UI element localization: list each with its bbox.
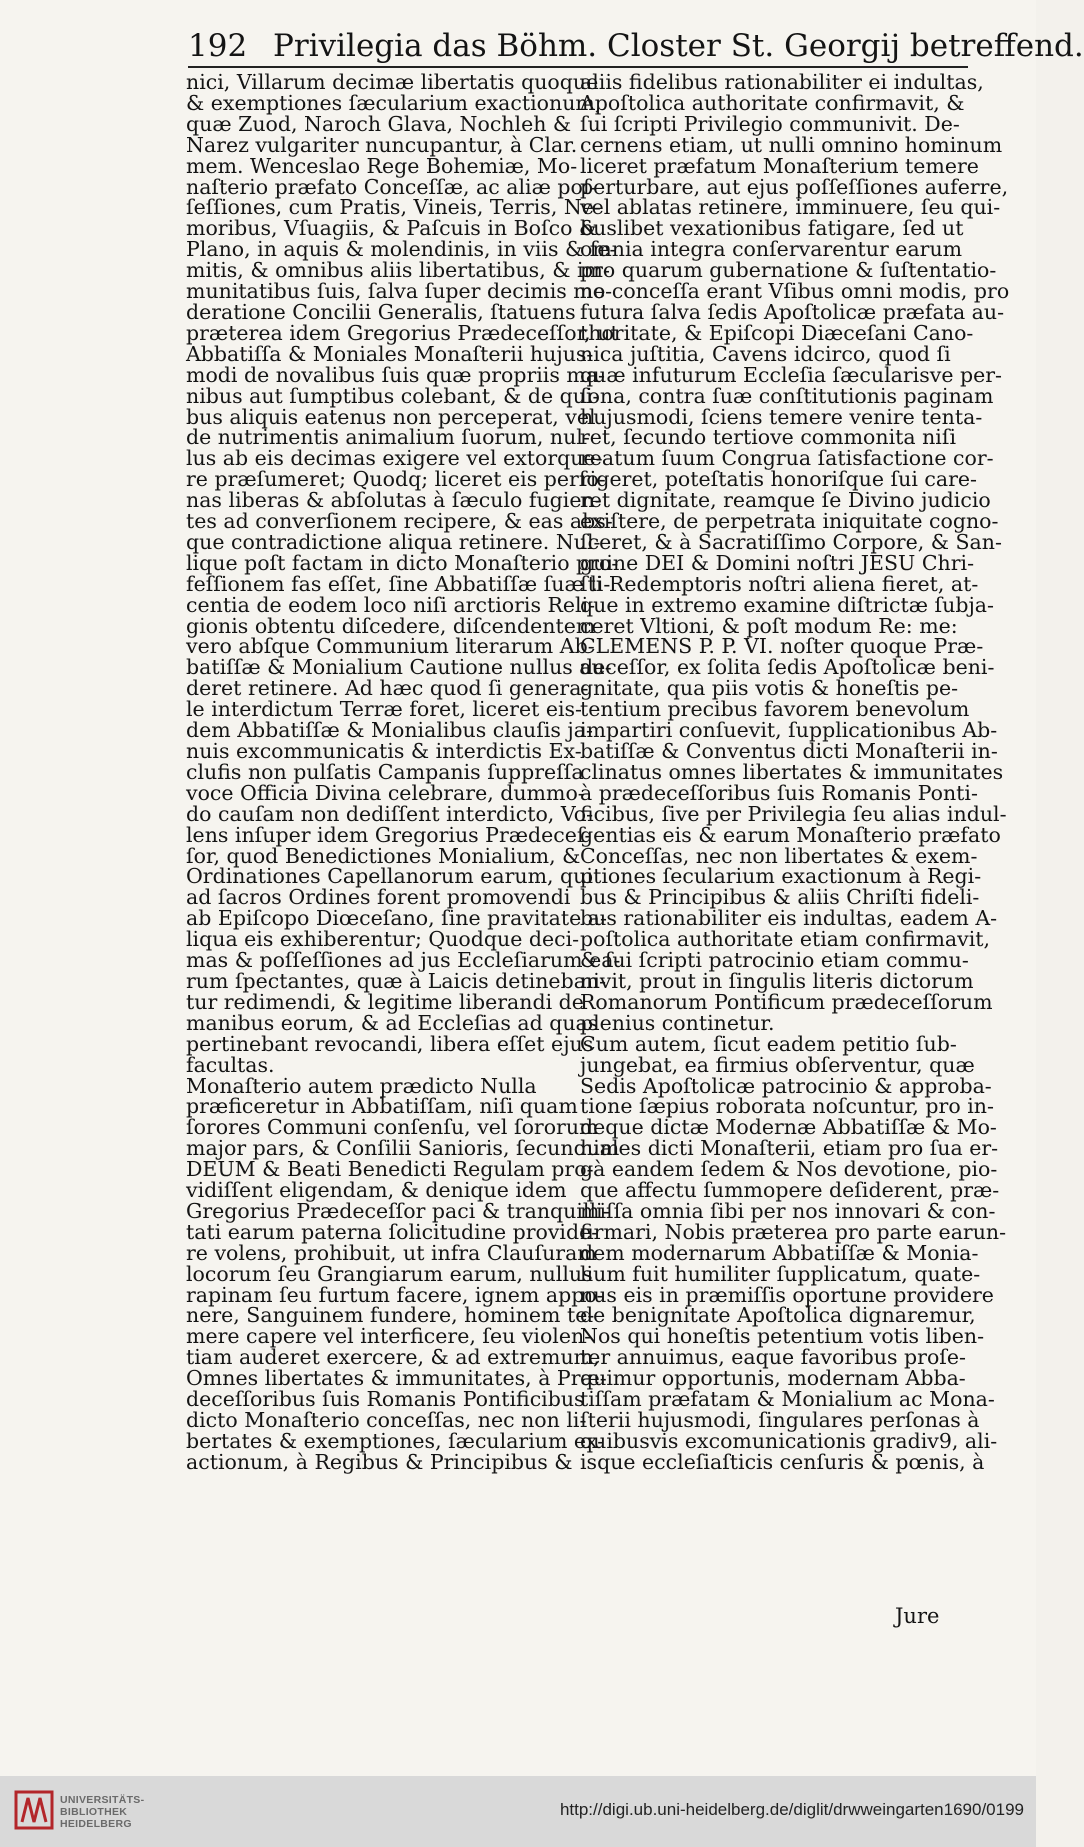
text-line: tiſſam præfatam & Monialium ac Mona- — [580, 1387, 995, 1412]
text-line: modi de novalibus ſuis quæ propriis ma- — [186, 362, 605, 387]
text-line: poſtolica authoritate etiam confirmavit, — [580, 927, 991, 952]
text-line: actionum, à Regibus & Principibus & — [186, 1449, 573, 1474]
text-line: Sedis Apoſtolicæ patrocinio & approba- — [580, 1073, 992, 1098]
text-line: deret retinere. Ad hæc quod ſi genera- — [186, 676, 589, 701]
text-line: Ordinationes Capellanorum earum, qui — [186, 864, 593, 889]
text-line: rum ſpectantes, quæ à Laicis detineban- — [186, 968, 607, 993]
text-line: que in extremo examine diſtrictæ ſubja- — [580, 592, 994, 617]
text-line: locorum ſeu Grangiarum earum, nullus — [186, 1261, 593, 1286]
text-line: ad ſacros Ordines forent promovendi — [186, 885, 571, 910]
text-line: Romanorum Pontificum prædeceſſorum — [580, 989, 993, 1014]
text-line: quæ Zuod, Naroch Glava, Nochleh & — [186, 111, 572, 136]
text-line: quæ infuturum Eccleſia ſæcularisve per- — [580, 362, 1002, 387]
text-line: à prædeceſſoribus ſuis Romanis Ponti- — [580, 780, 978, 805]
text-line: nibus aut ſumptibus colebant, & de qui- — [186, 383, 600, 408]
text-line: bertates & exemptiones, ſæcularium ex- — [186, 1428, 605, 1453]
text-line: ſona, contra ſuæ conſtitutionis paginam — [580, 383, 994, 408]
text-line: hujusmodi, ſciens temere venire tenta- — [580, 404, 983, 429]
text-line: præficeretur in Abbatiſſam, niſi quam — [186, 1094, 578, 1119]
text-line: gentias eis & earum Monaſterio præfato — [580, 822, 1001, 847]
text-line: firmari, Nobis præterea pro parte earun- — [580, 1219, 1007, 1244]
text-line: lique poſt factam in dicto Monaſterio pro- — [186, 550, 619, 575]
text-line: manibus eorum, & ad Eccleſias ad quas — [186, 1010, 599, 1035]
text-line: guine DEI & Domini noſtri JESU Chri- — [580, 550, 974, 575]
institution-line: BIBLIOTHEK — [60, 1806, 128, 1818]
text-line: ficibus, ſive per Privilegia ſeu alias indul- — [580, 801, 1007, 826]
text-line: nuis excommunicatis & interdictis Ex- — [186, 739, 582, 763]
text-line: nivit, prout in ſingulis literis dictorum — [580, 968, 974, 993]
text-line: ſeſſiones, cum Pratis, Vineis, Terris, Ne- — [186, 195, 601, 220]
text-line: & exemptiones ſæcularium exactionum, — [186, 90, 602, 115]
text-line: liqua eis exhiberentur; Quodque deci- — [186, 927, 580, 952]
text-line: plenius continetur. — [580, 1010, 775, 1035]
text-line: feſſionem fas eſſet, ſine Abbatiſſæ ſuæ li- — [186, 571, 611, 596]
library-seal-icon[interactable] — [14, 1790, 54, 1830]
text-line: ne conceſſa erant Vſibus omni modis, pro — [580, 279, 1010, 304]
text-line: miſſa omnia ſibi per nos innovari & con- — [580, 1198, 996, 1223]
text-line: le interdictum Terræ foret, liceret eis- — [186, 697, 582, 722]
text-line: vel ablatas retinere, imminuere, ſeu qui- — [580, 195, 1001, 220]
text-line: pro quarum gubernatione & ſuſtentatio- — [580, 258, 997, 283]
text-line: quimur opportunis, modernam Abba- — [580, 1366, 966, 1391]
text-line: exiſtere, de perpetrata iniquitate cogno- — [580, 509, 999, 534]
text-line: buslibet vexationibus fatigare, ſed ut — [580, 216, 964, 241]
text-line: facultas. — [186, 1052, 275, 1077]
text-line: do cauſam non dediſſent interdicto, Vo- — [186, 801, 594, 826]
text-line: ſui ſcripti Privilegio communivit. De- — [580, 111, 960, 136]
text-line: lens inſuper idem Gregorius Prædeceſ- — [186, 822, 592, 847]
text-line: jungebat, ea firmius obſerventur, quæ — [580, 1052, 975, 1077]
text-line: liceret præfatum Monaſterium temere — [580, 153, 979, 178]
text-line: thoritate, & Epiſcopi Diæceſani Cano- — [580, 320, 974, 345]
text-line: clinatus omnes libertates & immunitates — [580, 759, 1004, 784]
text-line: rapinam ſeu furtum facere, ignem appo- — [186, 1282, 604, 1307]
text-line: naſterio præfato Conceſſæ, ac aliæ poſ- — [186, 174, 598, 199]
text-line: futura ſalva ſedis Apoſtolicæ præfata au- — [580, 299, 1005, 324]
text-line: vidiſſent eligendam, & denique idem — [186, 1178, 567, 1203]
text-line: & ſui ſcripti patrocinio etiam commu- — [580, 948, 969, 973]
text-line: que affectu ſummopere deſiderent, præ- — [580, 1178, 1000, 1203]
text-line: perturbare, aut ejus poſſeſſiones auferre, — [580, 174, 1009, 199]
text-line: clufis non pulſatis Campanis ſuppreſſa — [186, 759, 584, 784]
text-line: dem Abbatiſſæ & Monialibus clauſis ja- — [186, 718, 593, 743]
text-line: nica juſtitia, Cavens idcirco, quod ſi — [580, 341, 951, 366]
text-line: CLEMENS P. P. VI. noſter quoque Præ- — [580, 634, 984, 659]
text-line: de benignitate Apoſtolica dignaremur, — [580, 1303, 976, 1328]
text-line: tentium precibus favorem benevolum — [580, 697, 970, 722]
text-line: Gregorius Prædeceſſor paci & tranquilli- — [186, 1198, 610, 1223]
text-line: tiam auderet exercere, & ad extremum, — [186, 1345, 600, 1370]
text-line: Nos qui honeſtis petentium votis liben- — [580, 1324, 985, 1349]
header-rule — [188, 66, 968, 68]
institution-line: HEIDELBERG — [60, 1818, 132, 1830]
text-line: ret dignitate, reamque ſe Divino judicio — [580, 488, 991, 513]
text-line: lus ab eis decimas exigere vel extorque- — [186, 446, 603, 471]
text-line: deque dictæ Modernæ Abbatiſſæ & Mo- — [580, 1115, 997, 1140]
text-line: DEUM & Beati Benedicti Regulam pro- — [186, 1157, 594, 1182]
text-line: nus eis in præmiſſis oportune providere — [580, 1282, 994, 1307]
text-line: præterea idem Gregorius Prædeceſſor, ut — [186, 320, 619, 345]
text-line: ret, ſecundo tertiove commonita niſi — [580, 425, 957, 450]
text-line: lium fuit humiliter ſupplicatum, quate- — [580, 1261, 981, 1286]
text-line: nere, Sanguinem fundere, hominem te- — [186, 1303, 595, 1328]
running-title: Privilegia das Böhm. Closter St. Georgij betreffend. — [273, 28, 1084, 64]
text-line: Abbatiſſa & Moniales Monaſterii hujus- — [186, 341, 594, 366]
text-line: munitatibus ſuis, ſalva ſuper decimis mo- — [186, 279, 612, 304]
text-line: reatum ſuum Congrua ſatisfactione cor- — [580, 446, 994, 471]
text-line: Plano, in aquis & molendinis, in viis & ſe- — [186, 237, 617, 262]
text-line: bus rationabiliter eis indultas, eadem A- — [580, 906, 998, 931]
text-line: de nutrimentis animalium ſuorum, nul- — [186, 425, 590, 450]
text-line: voce Officia Divina celebrare, dummo- — [186, 780, 585, 805]
text-line: deceſſor, ex ſolita ſedis Apoſtolicæ beni- — [580, 655, 995, 680]
text-line: ptiones ſecularium exactionum à Regi- — [580, 864, 982, 889]
text-line: deceſſoribus ſuis Romanis Pontificibus — [186, 1387, 585, 1412]
text-line: gà eandem ſedem & Nos devotione, pio- — [580, 1157, 998, 1182]
text-line: Conceſſas, nec non libertates & exem- — [580, 843, 978, 868]
catchword: Jure — [895, 1604, 940, 1628]
permalink-url[interactable]: http://digi.ub.uni-heidelberg.de/diglit/drwweingarten1690/0199 — [559, 1800, 1024, 1819]
text-line: re præſumeret; Quodq; liceret eis perſo- — [186, 467, 606, 492]
left-text-column — [186, 70, 621, 1474]
right-text-column — [580, 70, 1010, 1474]
text-line: Apoſtolica authoritate confirmavit, & — [580, 90, 965, 115]
institution-name — [60, 1794, 144, 1830]
text-line: Monaſterio autem prædicto Nulla — [186, 1073, 537, 1098]
text-line: tes ad converſionem recipere, & eas abs- — [186, 509, 613, 534]
text-line: major pars, & Conſilii Sanioris, ſecundum — [186, 1136, 620, 1161]
text-line: gionis obtentu diſcedere, diſcendentem — [186, 613, 596, 638]
text-line: que contradictione aliqua retinere. Nul- — [186, 529, 601, 554]
text-line: ter annuimus, eaque favoribus proſe- — [580, 1345, 966, 1370]
text-line: ab Epiſcopo Diœceſano, ſine pravitate a- — [186, 906, 607, 931]
text-line: omnia integra conſervarentur earum — [580, 237, 963, 262]
viewer-footer — [0, 1776, 1036, 1847]
text-line: mem. Wenceslao Rege Bohemiæ, Mo- — [186, 153, 578, 178]
text-line: tur redimendi, & legitime liberandi de — [186, 989, 584, 1014]
text-line: gnitate, qua piis votis & honeſtis pe- — [580, 676, 959, 701]
text-line: Narez vulgariter nuncupantur, à Clar. — [186, 132, 578, 157]
text-line: isque eccleſiaſticis cenſuris & pœnis, à — [580, 1449, 985, 1474]
text-line: ceret Vltioni, & poſt modum Re: me: — [580, 613, 958, 638]
text-line: moribus, Vſuagiis, & Paſcuis in Boſco & — [186, 216, 598, 241]
text-line: re volens, prohibuit, ut infra Clauſuram — [186, 1240, 597, 1265]
running-head — [188, 28, 1084, 64]
text-line: centia de eodem loco niſi arctioris Reli- — [186, 592, 596, 617]
text-line: nici, Villarum decimæ libertatis quoque — [186, 70, 599, 94]
text-line: mere capere vel interficere, ſeu violen- — [186, 1324, 592, 1349]
text-line: deratione Concilii Generalis, ſtatuens — [186, 299, 576, 324]
text-line: ſceret, & à Sacratiſſimo Corpore, & San- — [580, 529, 1002, 554]
text-line: mas & poſſeſſiones ad jus Eccleſiarum ea- — [186, 948, 621, 973]
text-line: quibusvis excomunicationis gradiv9, ali- — [580, 1428, 998, 1453]
text-line: tati earum paterna ſolicitudine provide- — [186, 1219, 599, 1244]
text-line: ſti Redemptoris noſtri aliena fieret, at- — [580, 571, 979, 596]
text-line: aliis fidelibus rationabiliter ei indultas, — [580, 70, 984, 94]
page-number: 192 — [188, 28, 248, 64]
text-line: dem modernarum Abbatiſſæ & Monia- — [580, 1240, 979, 1265]
text-line: batiſſæ & Monialium Cautione nullus au- — [186, 655, 612, 680]
text-line: Cum autem, ſicut eadem petitio ſub- — [580, 1031, 957, 1056]
text-line: ſor, quod Benedictiones Monialium, & — [186, 843, 581, 868]
text-line: mitis, & omnibus aliis libertatibus, & im- — [186, 258, 610, 283]
text-line: Omnes libertates & immunitates, à Præ- — [186, 1366, 607, 1391]
text-line: impartiri conſuevit, ſupplicationibus Ab- — [580, 718, 998, 743]
text-line: cernens etiam, ut nulli omnino hominum — [580, 132, 1003, 157]
text-line: batiſſæ & Conventus dicti Monaſterii in- — [580, 739, 998, 763]
text-line: nas liberas & abſolutas à ſæculo fugien- — [186, 488, 602, 513]
text-line: pertinebant revocandi, libera eſſet ejus — [186, 1031, 594, 1056]
text-line: tione ſæpius roborata noſcuntur, pro in- — [580, 1094, 994, 1119]
text-line: bus & Principibus & aliis Chriſti fideli- — [580, 885, 980, 910]
text-line: bus aliquis eatenus non perceperat, vel — [186, 404, 596, 429]
text-line: rigeret, poteſtatis honoriſque ſui care- — [580, 467, 977, 492]
text-line: ſorores Communi conſenſu, vel ſororum — [186, 1115, 599, 1140]
text-line: vero abſque Communium literarum Ab- — [186, 634, 595, 659]
text-line: ſterii hujusmodi, ſingulares perſonas à — [580, 1408, 980, 1432]
institution-line: UNIVERSITÄTS- — [60, 1794, 145, 1806]
text-line: niales dicti Monaſterii, etiam pro ſua er- — [580, 1136, 999, 1161]
text-line: dicto Monaſterio conceſſas, nec non li- — [186, 1408, 587, 1432]
